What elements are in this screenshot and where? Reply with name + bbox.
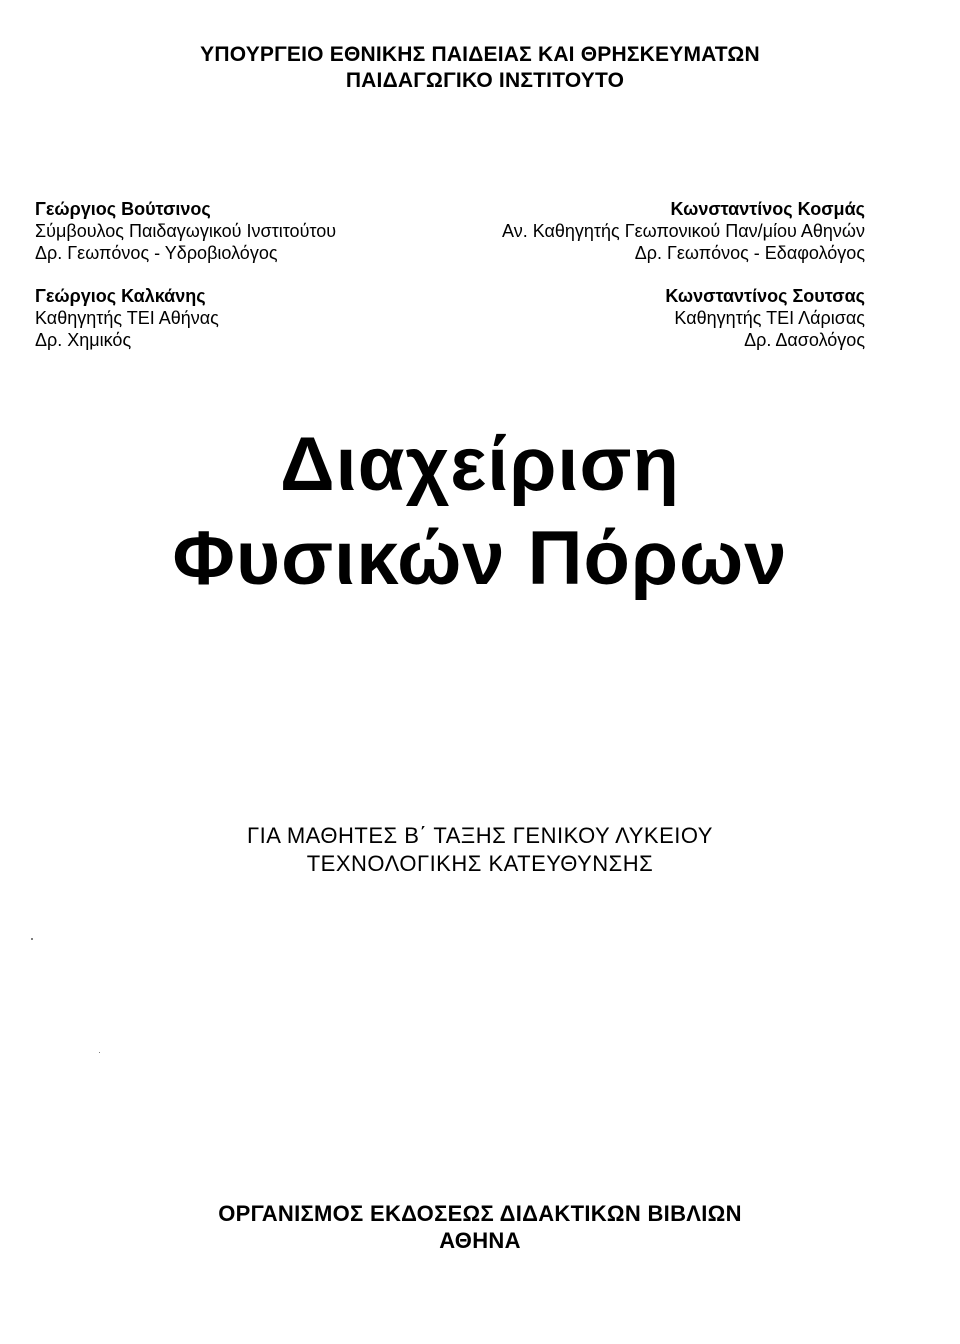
- publisher-name: ΟΡΓΑΝΙΣΜΟΣ ΕΚΔΟΣΕΩΣ ΔΙΔΑΚΤΙΚΩΝ ΒΙΒΛΙΩΝ: [218, 1201, 742, 1226]
- author-block-soutsas: [665, 285, 865, 351]
- publisher-footer: [0, 1200, 960, 1254]
- author-block-voutsinos: [35, 198, 336, 264]
- ministry-name: ΥΠΟΥΡΓΕΙΟ ΕΘΝΙΚΗΣ ΠΑΙΔΕΙΑΣ ΚΑΙ ΘΡΗΣΚΕΥΜΑΤΩΝ: [200, 43, 760, 66]
- author-position: Αν. Καθηγητής Γεωπονικού Παν/μίου Αθηνών: [502, 221, 865, 241]
- author-name: Γεώργιος Βούτσινος: [35, 199, 211, 219]
- author-name: Κωνσταντίνος Σουτσας: [665, 286, 865, 306]
- author-degree: Δρ. Γεωπόνος - Εδαφολόγος: [634, 243, 865, 263]
- author-name: Κωνσταντίνος Κοσμάς: [670, 199, 865, 219]
- scan-speck: [31, 938, 33, 940]
- scan-speck: [99, 1052, 100, 1053]
- audience-line: ΓΙΑ ΜΑΘΗΤΕΣ Β΄ ΤΑΞΗΣ ΓΕΝΙΚΟΥ ΛΥΚΕΙΟΥ: [247, 823, 713, 848]
- book-title-line-2: Φυσικών Πόρων: [172, 516, 788, 601]
- author-block-kosmas: [502, 198, 865, 264]
- author-degree: Δρ. Γεωπόνος - Υδροβιολόγος: [35, 243, 278, 263]
- author-position: Καθηγητής ΤΕΙ Λάρισας: [674, 308, 865, 328]
- book-title: [0, 418, 960, 606]
- book-title-line-1: Διαχείριση: [280, 422, 680, 507]
- page-header: [0, 42, 960, 94]
- book-subtitle: [0, 822, 960, 878]
- author-position: Σύμβουλος Παιδαγωγικού Ινστιτούτου: [35, 221, 337, 241]
- author-name: Γεώργιος Καλκάνης: [35, 286, 206, 306]
- institute-name: ΠΑΙΔΑΓΩΓΙΚΟ ΙΝΣΤΙΤΟΥΤΟ: [345, 69, 625, 92]
- track-line: ΤΕΧΝΟΛΟΓΙΚΗΣ ΚΑΤΕΥΘΥΝΣΗΣ: [306, 851, 654, 876]
- author-degree: Δρ. Χημικός: [35, 330, 132, 350]
- author-block-kalkanis: [35, 285, 219, 351]
- author-position: Καθηγητής ΤΕΙ Αθήνας: [35, 308, 219, 328]
- publisher-city: ΑΘΗΝΑ: [439, 1228, 521, 1253]
- author-degree: Δρ. Δασολόγος: [744, 330, 865, 350]
